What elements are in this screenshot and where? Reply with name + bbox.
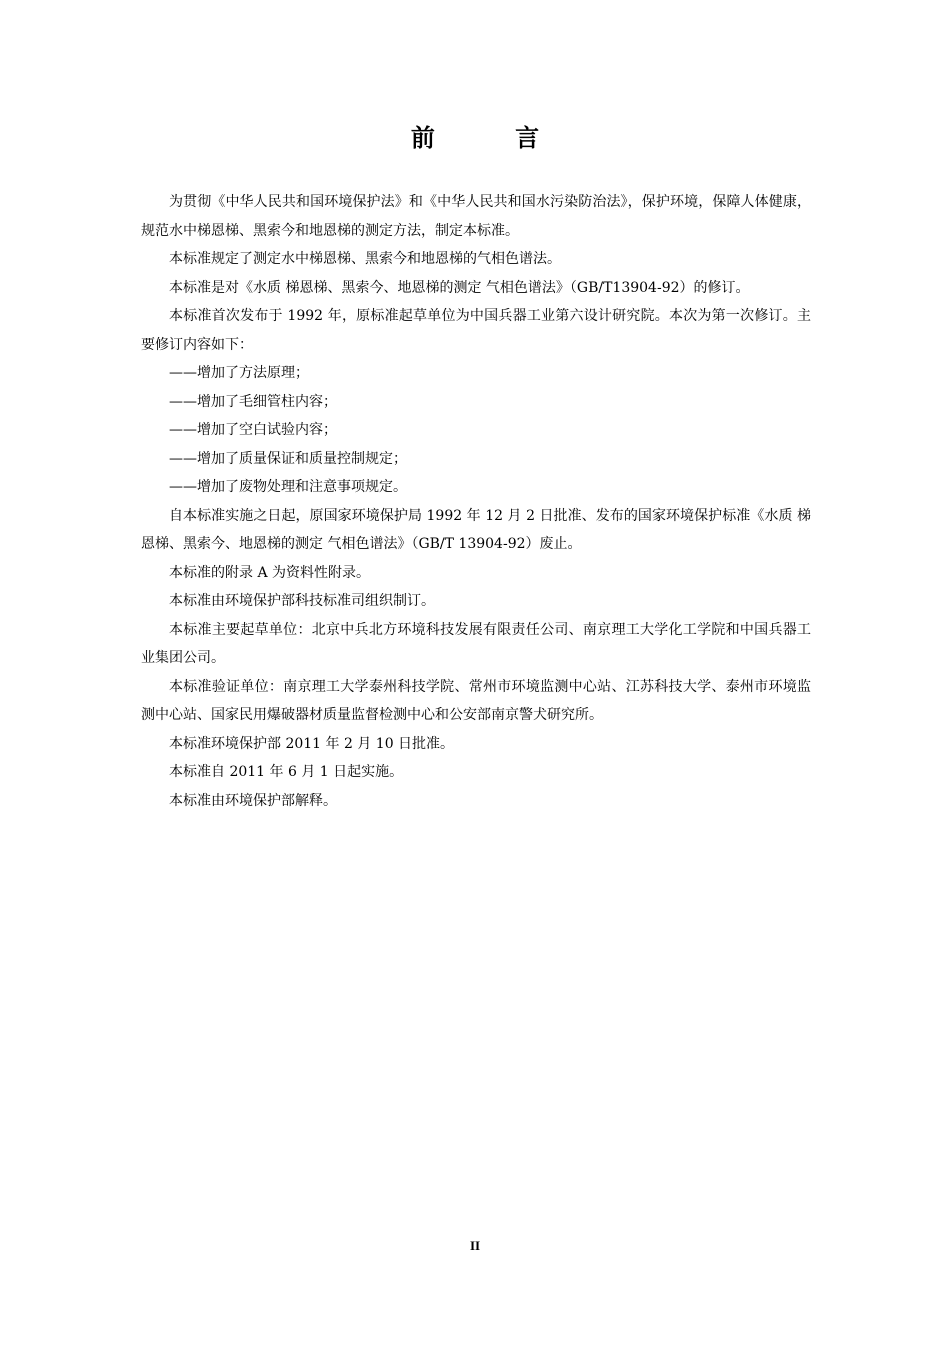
revision-item: ——增加了空白试验内容；	[169, 422, 337, 438]
revision-item: ——增加了方法原理；	[169, 365, 309, 381]
revision-item: ——增加了毛细管柱内容；	[169, 393, 337, 410]
paragraph-verification-units: 本标准验证单位：南京理工大学泰州科技学院、常州市环境监测中心站、江苏科技大学、泰州市环境监测中心站、国家民用爆破器材质量监督检测中心和公安部南京警犬研究所。	[141, 678, 811, 723]
revision-item: ——增加了废物处理和注意事项规定。	[169, 479, 407, 495]
revision-item: ——增加了质量保证和质量控制规定；	[169, 450, 407, 467]
page-number: II	[469, 1238, 481, 1253]
paragraph-scope: 本标准规定了测定水中梯恩梯、黑索今和地恩梯的气相色谱法。	[169, 251, 561, 267]
paragraph-effective-date: 本标准自 2011 年 6 月 1 日起实施。	[169, 764, 404, 780]
revision-list	[141, 359, 811, 502]
page-title: 前 言	[410, 123, 576, 152]
paragraph-organizer: 本标准由环境保护部科技标准司组织制订。	[169, 593, 435, 609]
paragraph-interpretation: 本标准由环境保护部解释。	[169, 792, 337, 809]
foreword-body	[141, 188, 811, 815]
paragraph-supersede: 自本标准实施之日起，原国家环境保护局 1992 年 12 月 2 日批准、发布的国家环境保护标准《水质 梯恩梯、黑索今、地恩梯的测定 气相色谱法》（GB/T 13904-92）废止。	[141, 507, 811, 552]
paragraph-appendix: 本标准的附录 A 为资料性附录。	[169, 564, 371, 581]
paragraph-purpose: 为贯彻《中华人民共和国环境保护法》和《中华人民共和国水污染防治法》，保护环境，保障人体健康，规范水中梯恩梯、黑索今和地恩梯的测定方法，制定本标准。	[141, 194, 811, 239]
paragraph-history: 本标准首次发布于 1992 年，原标准起草单位为中国兵器工业第六设计研究院。本次为第一次修订。主要修订内容如下：	[141, 308, 811, 353]
paragraph-approval-date: 本标准环境保护部 2011 年 2 月 10 日批准。	[169, 735, 455, 752]
paragraph-drafting-units: 本标准主要起草单位：北京中兵北方环境科技发展有限责任公司、南京理工大学化工学院和中国兵器工业集团公司。	[141, 621, 811, 666]
paragraph-revision-of: 本标准是对《水质 梯恩梯、黑索今、地恩梯的测定 气相色谱法》（GB/T13904-92）的修订。	[169, 279, 750, 296]
